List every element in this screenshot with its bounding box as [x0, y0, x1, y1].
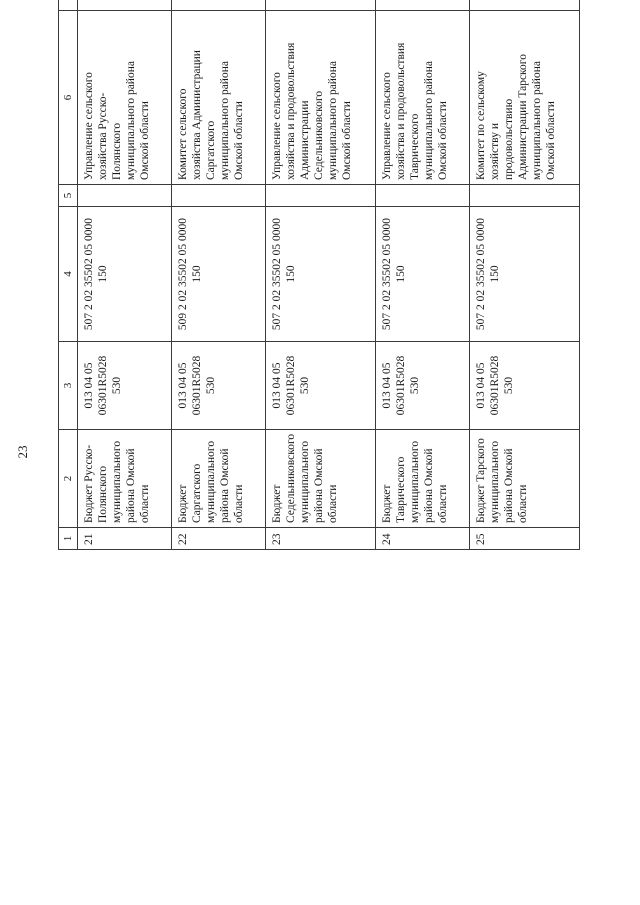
- col-header-3: 3: [59, 342, 78, 430]
- kbk-code: 507 2 02 35502 05 0000 150: [78, 207, 172, 342]
- budget-name: Бюджет Таврического муниципального района Омской области: [375, 430, 469, 528]
- table-row: [78, 0, 172, 550]
- administrator-name: Управление сельского хозяйства и продовольствия Таврического муниципального района Омской области: [375, 11, 469, 185]
- budget-code: 013 04 05 06301R5028 530: [265, 342, 375, 430]
- administrator-name: Управление сельского хозяйства и продовольствия Администрации Седельниковского муниципального района Омской области: [265, 11, 375, 185]
- table-area: [58, 28, 580, 856]
- row-number: 23: [265, 528, 375, 550]
- table-header-row: [59, 0, 78, 550]
- table-row: [375, 0, 469, 550]
- budget-name: Бюджет Седельниковского муниципального района Омской области: [265, 430, 375, 528]
- row-number: 24: [375, 528, 469, 550]
- col7-cell: [265, 0, 375, 11]
- col-header-7: [59, 0, 78, 11]
- administrator-name: Комитет по сельскому хозяйству и продовольствию Администрации Тарского муниципального района Омской области: [469, 11, 579, 185]
- table-row: [469, 0, 579, 550]
- kbk-code: 509 2 02 35502 05 0000 150: [171, 207, 265, 342]
- col7-cell: [375, 0, 469, 11]
- budget-name: Бюджет Тарского муниципального района Омской области: [469, 430, 579, 528]
- col5-cell: [375, 185, 469, 207]
- budget-code: 013 04 05 06301R5028 530: [375, 342, 469, 430]
- table-row: [171, 0, 265, 550]
- col5-cell: [171, 185, 265, 207]
- col7-cell: [469, 0, 579, 11]
- budget-table: [58, 0, 580, 550]
- budget-code: 013 04 05 06301R5028 530: [171, 342, 265, 430]
- kbk-code: 507 2 02 35502 05 0000 150: [375, 207, 469, 342]
- table-row: [265, 0, 375, 550]
- col-header-2: 2: [59, 430, 78, 528]
- col7-cell: [78, 0, 172, 11]
- col5-cell: [265, 185, 375, 207]
- col-header-1: 1: [59, 528, 78, 550]
- col7-cell: [171, 0, 265, 11]
- kbk-code: 507 2 02 35502 05 0000 150: [469, 207, 579, 342]
- budget-name: Бюджет Саргатского муниципального района Омской области: [171, 430, 265, 528]
- kbk-code: 507 2 02 35502 05 0000 150: [265, 207, 375, 342]
- row-number: 25: [469, 528, 579, 550]
- rotated-sheet: [58, 0, 580, 550]
- budget-name: Бюджет Русско- Полянского муниципального района Омской области: [78, 430, 172, 528]
- col-header-4: 4: [59, 207, 78, 342]
- row-number: 21: [78, 528, 172, 550]
- col5-cell: [469, 185, 579, 207]
- budget-code: 013 04 05 06301R5028 530: [469, 342, 579, 430]
- budget-code: 013 04 05 06301R5028 530: [78, 342, 172, 430]
- administrator-name: Управление сельского хозяйства Русско- Полянского муниципального района Омской области: [78, 11, 172, 185]
- administrator-name: Комитет сельского хозяйства Администрации Саргатского муниципального района Омской области: [171, 11, 265, 185]
- col-header-5: 5: [59, 185, 78, 207]
- col5-cell: [78, 185, 172, 207]
- row-number: 22: [171, 528, 265, 550]
- page-number: 23: [15, 445, 30, 459]
- col-header-6: 6: [59, 11, 78, 185]
